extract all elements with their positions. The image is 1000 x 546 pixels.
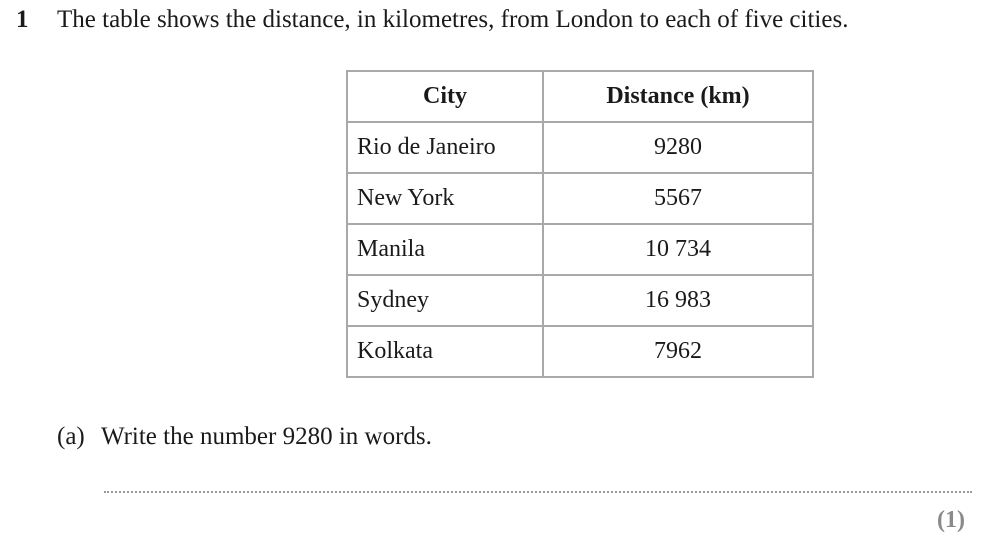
part-a-text: Write the number 9280 in words. [101,423,432,450]
distance-table [346,70,814,378]
city-cell: Rio de Janeiro [347,122,543,173]
answer-line[interactable] [104,491,972,493]
table-header-row [347,71,813,122]
table-row [347,173,813,224]
marks-label: (1) [937,507,965,533]
header-city: City [347,71,543,122]
table-row [347,224,813,275]
city-cell: Manila [347,224,543,275]
part-a-question [57,423,432,451]
distance-cell: 5567 [543,173,813,224]
city-cell: Sydney [347,275,543,326]
distance-cell: 10 734 [543,224,813,275]
table-row [347,326,813,377]
table-row [347,122,813,173]
part-a-label: (a) [57,423,85,450]
distance-cell: 7962 [543,326,813,377]
header-distance: Distance (km) [543,71,813,122]
table-row [347,275,813,326]
city-cell: New York [347,173,543,224]
distance-cell: 16 983 [543,275,813,326]
question-number: 1 [16,6,29,33]
question-text: The table shows the distance, in kilometres, from London to each of five cities. [57,6,849,33]
city-cell: Kolkata [347,326,543,377]
distance-cell: 9280 [543,122,813,173]
